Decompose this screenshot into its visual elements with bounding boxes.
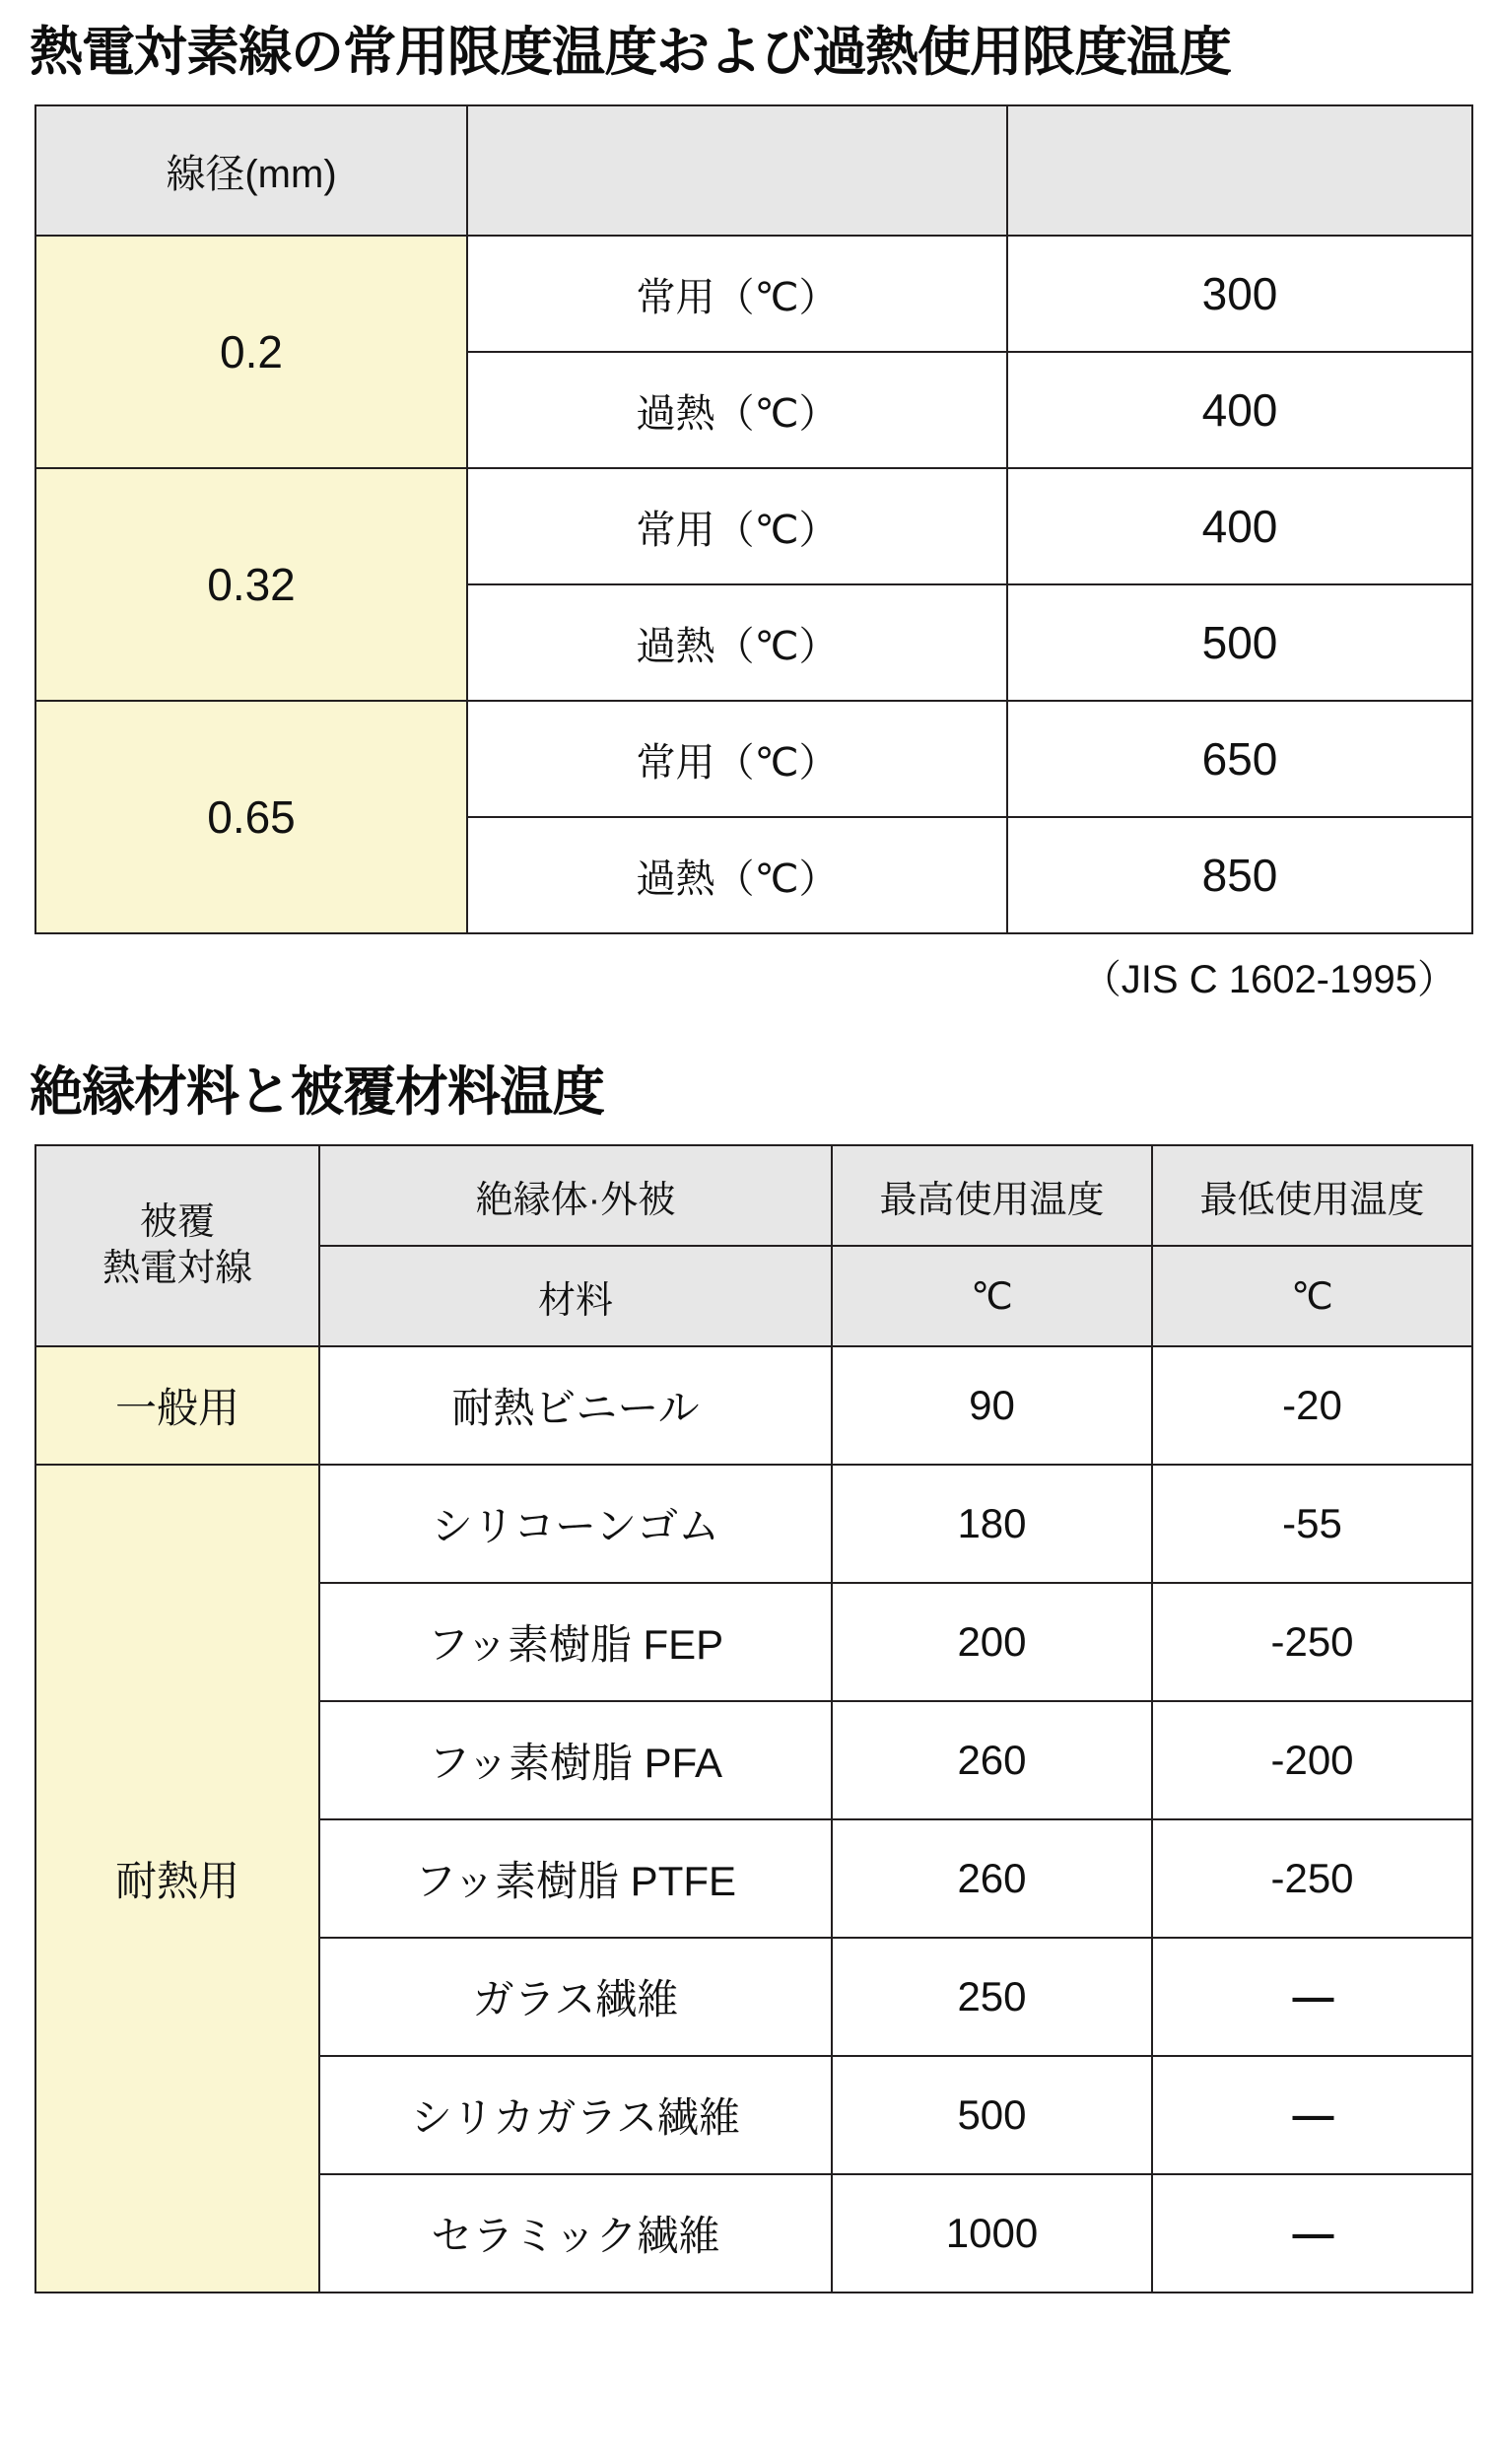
header-covered-line1: 被覆: [139, 1200, 215, 1243]
cell-material-7: セラミック繊維: [319, 2174, 832, 2293]
cell-value-over-0-2: 400: [1007, 352, 1472, 468]
header-blank-2: [1007, 105, 1472, 236]
cell-min-5: —: [1152, 1938, 1472, 2056]
cell-diameter-0-2: 0.2: [35, 236, 467, 468]
cell-max-0: 90: [832, 1346, 1152, 1465]
header-unit-max: ℃: [832, 1246, 1152, 1346]
table-row: [35, 236, 1472, 352]
cell-min-6: —: [1152, 2056, 1472, 2174]
cell-type-over-0-32: 過熱（℃）: [467, 584, 1007, 701]
cell-value-over-0-32: 500: [1007, 584, 1472, 701]
cell-type-normal-0-65: 常用（℃）: [467, 701, 1007, 817]
cell-value-normal-0-32: 400: [1007, 468, 1472, 584]
header-covered-thermocouple: [35, 1145, 319, 1346]
cell-min-3: -200: [1152, 1701, 1472, 1819]
cell-material-1: シリコーンゴム: [319, 1465, 832, 1583]
table-row: [35, 468, 1472, 584]
jis-standard-note: （JIS C 1602-1995）: [1081, 958, 1457, 1002]
cell-type-over-0-65: 過熱（℃）: [467, 817, 1007, 933]
cell-material-4: フッ素樹脂 PTFE: [319, 1819, 832, 1938]
cell-min-7: —: [1152, 2174, 1472, 2293]
cell-max-2: 200: [832, 1583, 1152, 1701]
cell-material-0: 耐熱ビニール: [319, 1346, 832, 1465]
header-material: 材料: [319, 1246, 832, 1346]
cell-material-6: シリカガラス繊維: [319, 2056, 832, 2174]
table-header-row: [35, 105, 1472, 236]
cell-max-6: 500: [832, 2056, 1152, 2174]
table-row: [35, 1346, 1472, 1465]
table-header-row-1: [35, 1145, 1472, 1246]
insulation-material-table: [34, 1144, 1473, 2293]
table-row: [35, 1465, 1472, 1583]
cell-max-1: 180: [832, 1465, 1152, 1583]
header-blank-1: [467, 105, 1007, 236]
header-max-temperature: 最高使用温度: [832, 1145, 1152, 1246]
header-unit-min: ℃: [1152, 1246, 1472, 1346]
cell-type-normal-0-2: 常用（℃）: [467, 236, 1007, 352]
cell-max-3: 260: [832, 1701, 1152, 1819]
table-row: [35, 701, 1472, 817]
cell-type-normal-0-32: 常用（℃）: [467, 468, 1007, 584]
header-insulator-sheath: 絶縁体·外被: [319, 1145, 832, 1246]
cell-max-7: 1000: [832, 2174, 1152, 2293]
cell-diameter-0-32: 0.32: [35, 468, 467, 701]
cell-min-2: -250: [1152, 1583, 1472, 1701]
cell-value-normal-0-65: 650: [1007, 701, 1472, 817]
header-min-temperature: 最低使用温度: [1152, 1145, 1472, 1246]
page-title-insulation-material: 絶縁材料と被覆材料温度: [30, 1062, 604, 1123]
page-title-wire-temperature: 熱電対素線の常用限度温度および過熱使用限度温度: [30, 23, 1231, 82]
header-wire-diameter: 線径(mm): [35, 105, 467, 236]
cell-material-5: ガラス繊維: [319, 1938, 832, 2056]
cell-material-2: フッ素樹脂 FEP: [319, 1583, 832, 1701]
cell-min-1: -55: [1152, 1465, 1472, 1583]
cell-max-4: 260: [832, 1819, 1152, 1938]
cell-material-3: フッ素樹脂 PFA: [319, 1701, 832, 1819]
cell-category-general: 一般用: [35, 1346, 319, 1465]
cell-min-0: -20: [1152, 1346, 1472, 1465]
wire-temperature-table: [34, 104, 1473, 934]
cell-value-over-0-65: 850: [1007, 817, 1472, 933]
cell-category-heat: 耐熱用: [35, 1465, 319, 2293]
cell-max-5: 250: [832, 1938, 1152, 2056]
header-covered-line2: 熱電対線: [102, 1248, 252, 1290]
cell-type-over-0-2: 過熱（℃）: [467, 352, 1007, 468]
cell-diameter-0-65: 0.65: [35, 701, 467, 933]
cell-min-4: -250: [1152, 1819, 1472, 1938]
cell-value-normal-0-2: 300: [1007, 236, 1472, 352]
